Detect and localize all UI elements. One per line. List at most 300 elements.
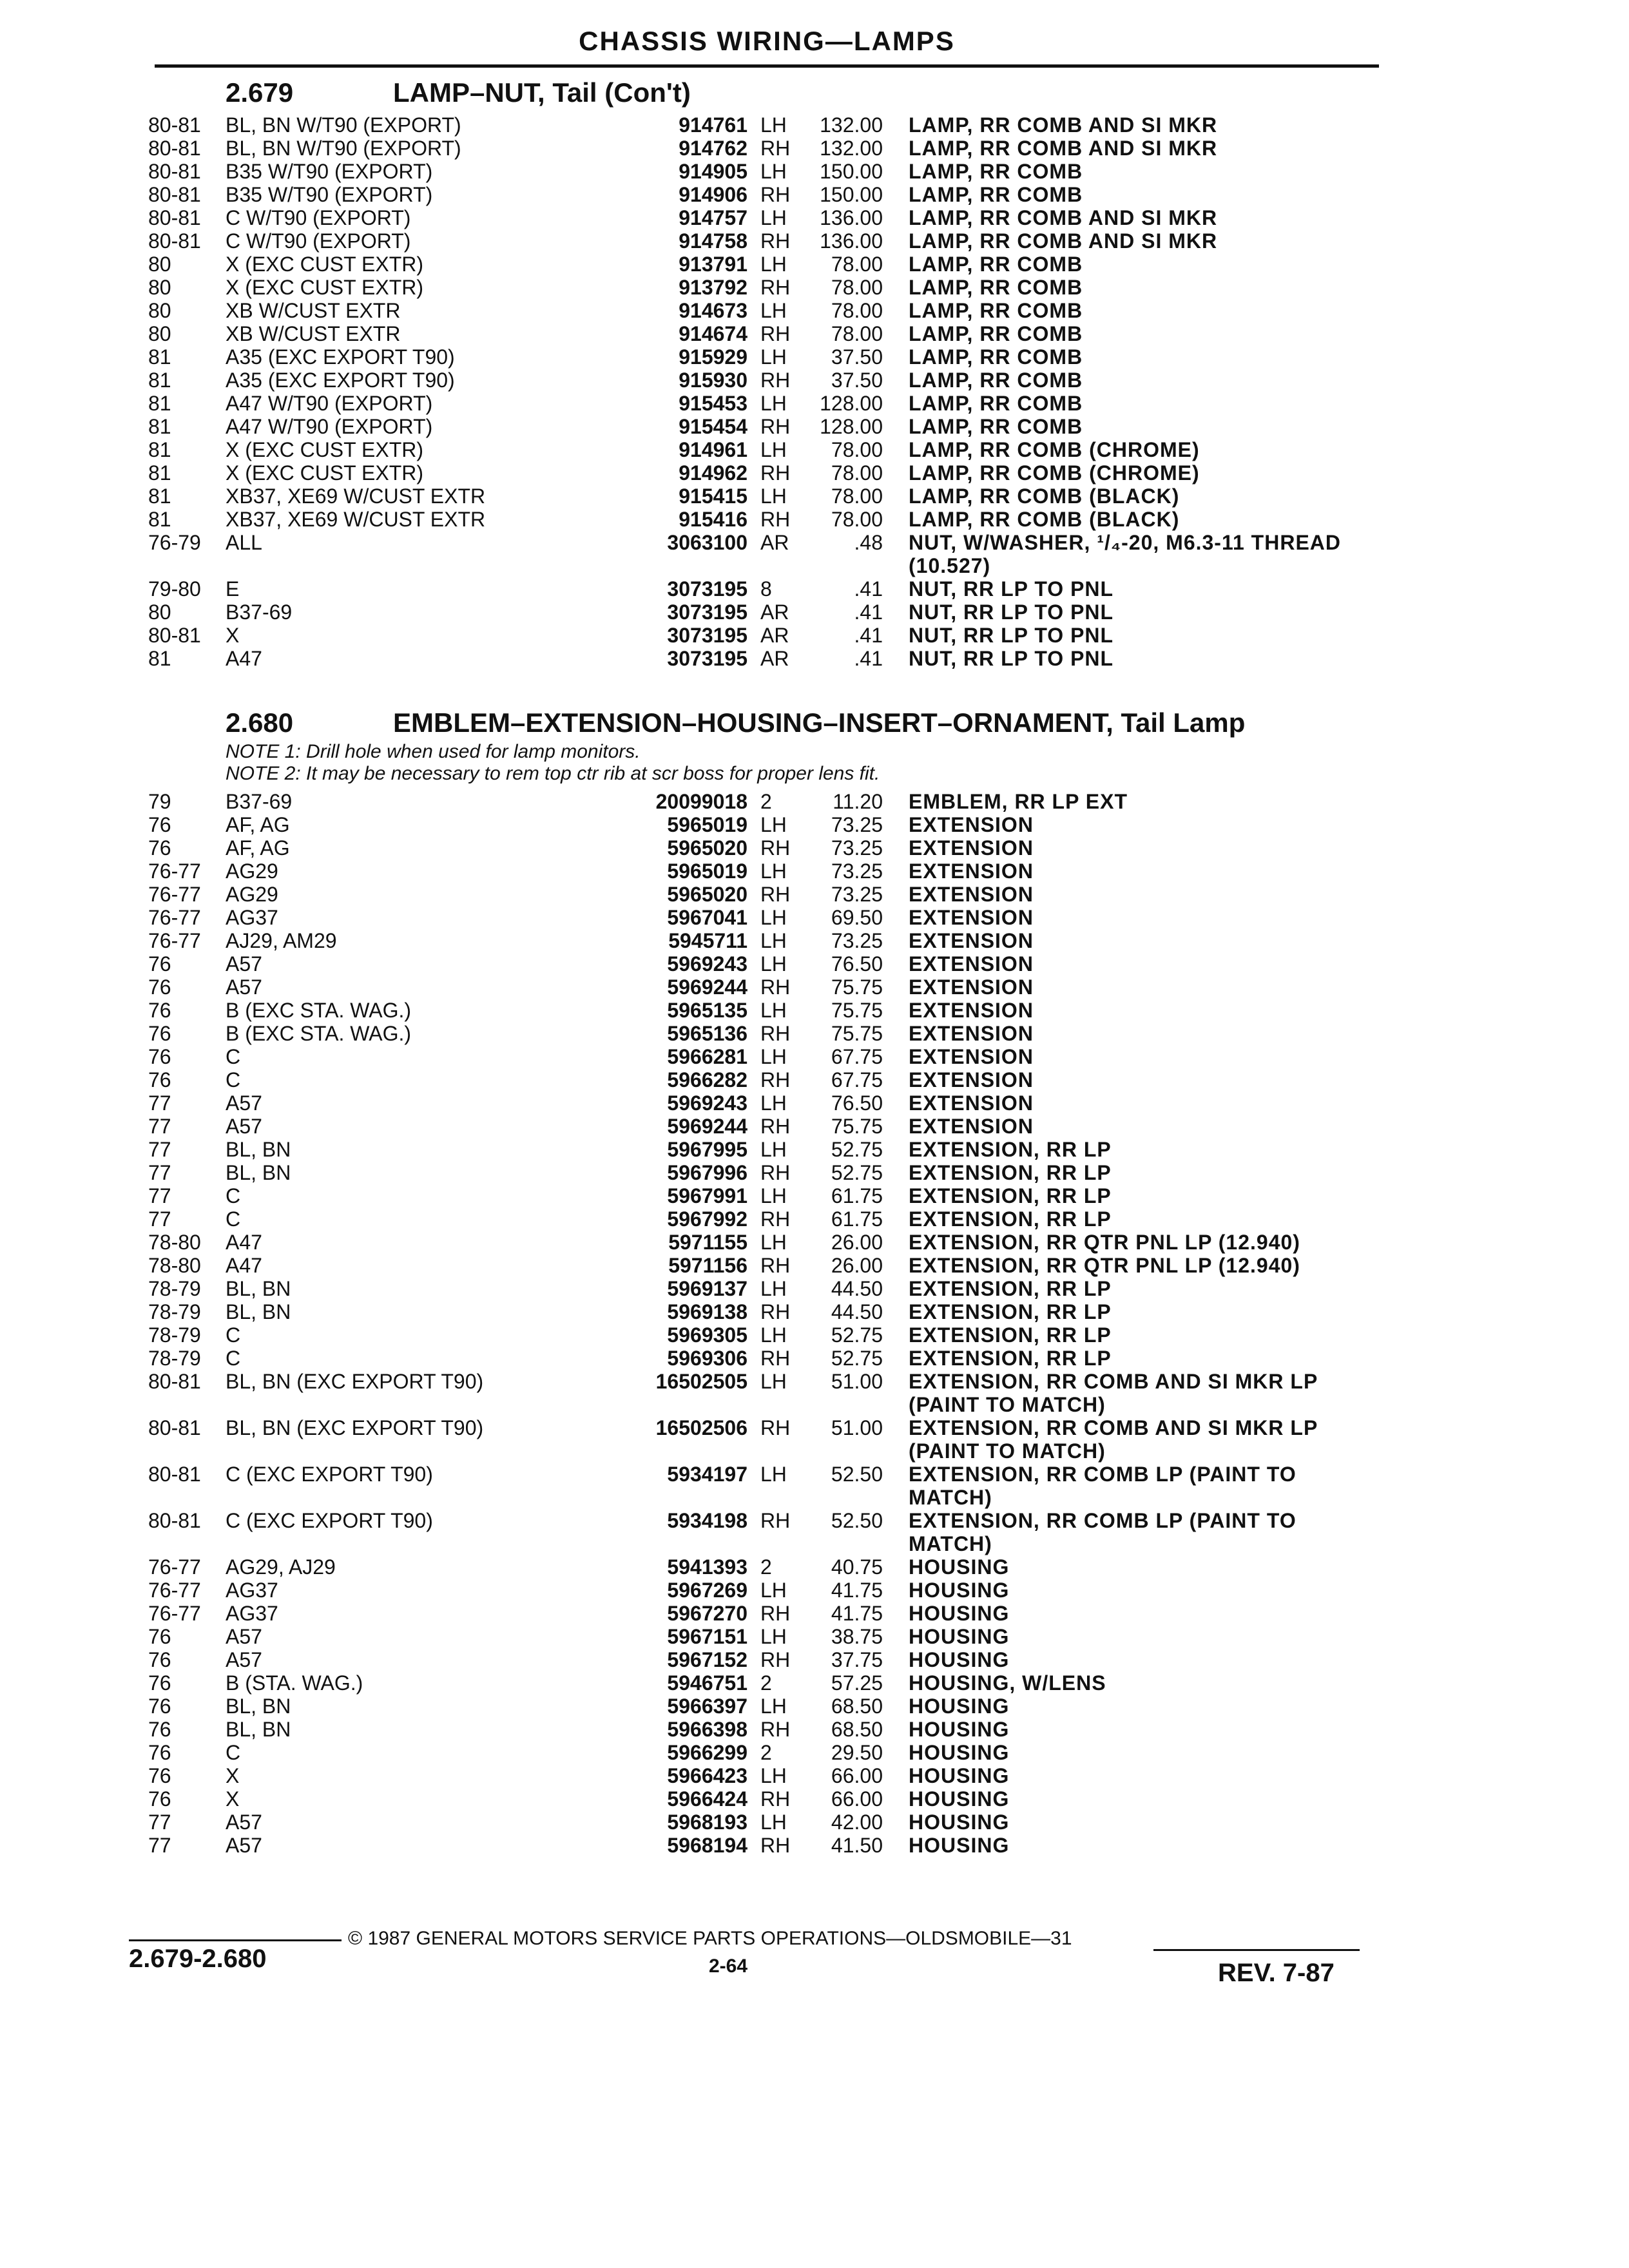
part-number: 914758 bbox=[679, 229, 747, 253]
part-number: 5966299 bbox=[667, 1741, 747, 1764]
price: 128.00 bbox=[820, 415, 883, 438]
part-name-text: EXTENSION bbox=[909, 860, 1039, 883]
price: 66.00 bbox=[831, 1787, 883, 1811]
price: 61.75 bbox=[831, 1184, 883, 1207]
model-description-text: C W/T90 (EXPORT) bbox=[226, 229, 416, 253]
quantity: RH bbox=[760, 276, 791, 299]
part-name-text: LAMP, RR COMB (CHROME) bbox=[909, 461, 1205, 485]
part-name bbox=[909, 929, 1379, 952]
table-row bbox=[0, 206, 1629, 229]
model-description-text: BL, BN bbox=[226, 1695, 296, 1718]
part-name-text: EXTENSION, RR QTR PNL LP (12.940) bbox=[909, 1231, 1306, 1254]
quantity: LH bbox=[760, 1138, 787, 1161]
table-row bbox=[0, 1068, 1629, 1091]
part-number: 5966281 bbox=[667, 1045, 747, 1068]
price: .48 bbox=[854, 531, 883, 554]
model-description-text: C bbox=[226, 1741, 246, 1764]
part-name-text: HOUSING bbox=[909, 1764, 1014, 1787]
table-row bbox=[0, 137, 1629, 160]
model-year: 81 bbox=[148, 438, 171, 461]
price: 52.75 bbox=[831, 1323, 883, 1347]
part-name bbox=[909, 1022, 1379, 1045]
part-name-text: EXTENSION bbox=[909, 813, 1039, 836]
model-year: 76 bbox=[148, 1787, 171, 1811]
part-number: 5971156 bbox=[668, 1254, 747, 1277]
part-name bbox=[909, 508, 1379, 531]
part-number: 914674 bbox=[679, 322, 747, 345]
model-year: 77 bbox=[148, 1138, 171, 1161]
part-name bbox=[909, 461, 1379, 485]
model-year: 76-77 bbox=[148, 1602, 201, 1625]
part-name-text: NUT, RR LP TO PNL bbox=[909, 601, 1119, 624]
quantity: LH bbox=[760, 952, 787, 975]
model-description bbox=[226, 1138, 574, 1161]
part-name bbox=[909, 229, 1379, 253]
price: 26.00 bbox=[831, 1231, 883, 1254]
part-number: 5941393 bbox=[667, 1555, 747, 1579]
price: 40.75 bbox=[831, 1555, 883, 1579]
part-name-text: HOUSING, W/LENS bbox=[909, 1671, 1112, 1695]
price: 37.75 bbox=[831, 1648, 883, 1671]
table-row bbox=[0, 1370, 1629, 1416]
part-number: 5967996 bbox=[667, 1161, 747, 1184]
price: 51.00 bbox=[831, 1416, 883, 1439]
model-description-text: B (STA. WAG.) bbox=[226, 1671, 368, 1695]
part-name-text: LAMP, RR COMB bbox=[909, 392, 1088, 415]
price: .41 bbox=[854, 577, 883, 601]
part-name-text: EXTENSION, RR LP bbox=[909, 1207, 1117, 1231]
part-name bbox=[909, 299, 1379, 322]
section-number: 2.680 bbox=[226, 707, 294, 738]
part-name bbox=[909, 883, 1379, 906]
model-year: 76-77 bbox=[148, 906, 201, 929]
part-number: 5946751 bbox=[667, 1671, 747, 1695]
model-year: 81 bbox=[148, 508, 171, 531]
model-description bbox=[226, 369, 574, 392]
model-description-text: BL, BN bbox=[226, 1300, 296, 1323]
model-description bbox=[226, 813, 574, 836]
part-name-text: HOUSING bbox=[909, 1625, 1014, 1648]
part-number: 3073195 bbox=[667, 577, 747, 601]
part-name-text: EXTENSION bbox=[909, 1115, 1039, 1138]
table-row bbox=[0, 1115, 1629, 1138]
part-name bbox=[909, 345, 1379, 369]
section-heading bbox=[226, 707, 1245, 738]
part-number: 5967151 bbox=[667, 1625, 747, 1648]
part-number: 5969243 bbox=[667, 1091, 747, 1115]
model-year: 81 bbox=[148, 485, 171, 508]
part-name bbox=[909, 601, 1379, 624]
part-name-text: LAMP, RR COMB (BLACK) bbox=[909, 508, 1184, 531]
model-description-text: AJ29, AM29 bbox=[226, 929, 342, 952]
part-name bbox=[909, 975, 1379, 999]
part-name-text: LAMP, RR COMB (CHROME) bbox=[909, 438, 1205, 461]
table-row bbox=[0, 392, 1629, 415]
part-number: 914762 bbox=[679, 137, 747, 160]
part-name bbox=[909, 322, 1379, 345]
part-name bbox=[909, 392, 1379, 415]
part-number: 5966424 bbox=[667, 1787, 747, 1811]
model-year: 79 bbox=[148, 790, 171, 813]
part-number: 5965136 bbox=[667, 1022, 747, 1045]
model-description bbox=[226, 1625, 574, 1648]
part-number: 5967992 bbox=[667, 1207, 747, 1231]
model-description bbox=[226, 1787, 574, 1811]
part-number: 915454 bbox=[679, 415, 747, 438]
quantity: RH bbox=[760, 1300, 791, 1323]
model-description-text: AG37 bbox=[226, 1579, 284, 1602]
part-number: 914905 bbox=[679, 160, 747, 183]
part-number: 5967991 bbox=[667, 1184, 747, 1207]
table-row bbox=[0, 1231, 1629, 1254]
part-name-text: EXTENSION bbox=[909, 975, 1039, 999]
part-name-text: LAMP, RR COMB bbox=[909, 276, 1088, 299]
footer-section-range: 2.679-2.680 bbox=[129, 1945, 267, 1973]
table-row bbox=[0, 369, 1629, 392]
model-description-text: B37-69 bbox=[226, 790, 297, 813]
price: 75.75 bbox=[831, 1022, 883, 1045]
part-number: 913791 bbox=[679, 253, 747, 276]
model-description bbox=[226, 1254, 574, 1277]
quantity: LH bbox=[760, 1695, 787, 1718]
model-description bbox=[226, 1555, 574, 1579]
part-name bbox=[909, 1347, 1379, 1370]
part-name-text: EXTENSION bbox=[909, 1068, 1039, 1091]
quantity: 2 bbox=[760, 1555, 772, 1579]
model-description bbox=[226, 160, 574, 183]
footer-page-number: 2-64 bbox=[709, 1956, 748, 1977]
model-description bbox=[226, 276, 574, 299]
quantity: AR bbox=[760, 531, 789, 554]
part-number: 5968194 bbox=[667, 1834, 747, 1857]
price: 68.50 bbox=[831, 1695, 883, 1718]
table-row bbox=[0, 1416, 1629, 1463]
part-name-text: HOUSING bbox=[909, 1718, 1014, 1741]
model-description-text: XB W/CUST EXTR bbox=[226, 299, 405, 322]
quantity: LH bbox=[760, 1231, 787, 1254]
part-number: 16502506 bbox=[655, 1416, 747, 1439]
quantity: LH bbox=[760, 1579, 787, 1602]
model-description bbox=[226, 253, 574, 276]
part-name-text: EXTENSION bbox=[909, 836, 1039, 860]
model-year: 76 bbox=[148, 1648, 171, 1671]
table-row bbox=[0, 952, 1629, 975]
part-name bbox=[909, 1579, 1379, 1602]
part-name-text: EXTENSION bbox=[909, 1045, 1039, 1068]
quantity: RH bbox=[760, 415, 791, 438]
part-name-text: LAMP, RR COMB bbox=[909, 415, 1088, 438]
part-number: 5968193 bbox=[667, 1811, 747, 1834]
price: 26.00 bbox=[831, 1254, 883, 1277]
price: 75.75 bbox=[831, 975, 883, 999]
part-name bbox=[909, 485, 1379, 508]
part-number: 16502505 bbox=[655, 1370, 747, 1393]
part-name-text: NUT, RR LP TO PNL bbox=[909, 624, 1119, 647]
table-row bbox=[0, 1579, 1629, 1602]
price: 136.00 bbox=[820, 229, 883, 253]
model-year: 78-79 bbox=[148, 1300, 201, 1323]
table-row bbox=[0, 1671, 1629, 1695]
price: 75.75 bbox=[831, 1115, 883, 1138]
model-description bbox=[226, 1115, 574, 1138]
part-number: 915453 bbox=[679, 392, 747, 415]
quantity: RH bbox=[760, 1115, 791, 1138]
part-name bbox=[909, 438, 1379, 461]
quantity: LH bbox=[760, 160, 787, 183]
part-name bbox=[909, 1091, 1379, 1115]
table-row bbox=[0, 1463, 1629, 1509]
model-year: 81 bbox=[148, 647, 171, 670]
model-description-text: C bbox=[226, 1207, 246, 1231]
model-year: 77 bbox=[148, 1115, 171, 1138]
quantity: RH bbox=[760, 1068, 791, 1091]
table-row bbox=[0, 253, 1629, 276]
footer-copyright: © 1987 GENERAL MOTORS SERVICE PARTS OPERATIONS—OLDSMOBILE—31 bbox=[348, 1928, 1072, 1949]
part-name bbox=[909, 1184, 1379, 1207]
model-description bbox=[226, 1370, 574, 1393]
part-name-text: EXTENSION, RR LP bbox=[909, 1300, 1117, 1323]
model-year: 76 bbox=[148, 1022, 171, 1045]
table-row bbox=[0, 1602, 1629, 1625]
price: 76.50 bbox=[831, 1091, 883, 1115]
model-description-text: BL, BN (EXC EXPORT T90) bbox=[226, 1416, 488, 1439]
part-name bbox=[909, 813, 1379, 836]
part-name-text: EXTENSION bbox=[909, 952, 1039, 975]
model-year: 81 bbox=[148, 461, 171, 485]
part-number: 3063100 bbox=[667, 531, 747, 554]
part-name-text: EXTENSION, RR LP bbox=[909, 1161, 1117, 1184]
model-description-text: A47 W/T90 (EXPORT) bbox=[226, 392, 438, 415]
part-name bbox=[909, 1602, 1379, 1625]
model-description bbox=[226, 1231, 574, 1254]
price: 78.00 bbox=[831, 322, 883, 345]
price: 51.00 bbox=[831, 1370, 883, 1393]
model-year: 78-80 bbox=[148, 1254, 201, 1277]
model-year: 80 bbox=[148, 253, 171, 276]
part-name bbox=[909, 624, 1379, 647]
price: 132.00 bbox=[820, 113, 883, 137]
part-name bbox=[909, 1463, 1379, 1509]
quantity: LH bbox=[760, 345, 787, 369]
quantity: LH bbox=[760, 1811, 787, 1834]
part-number: 915416 bbox=[679, 508, 747, 531]
price: 69.50 bbox=[831, 906, 883, 929]
model-description bbox=[226, 1509, 574, 1532]
model-description bbox=[226, 322, 574, 345]
part-name bbox=[909, 1764, 1379, 1787]
model-year: 80-81 bbox=[148, 113, 201, 137]
model-description bbox=[226, 952, 574, 975]
part-name-text: EXTENSION, RR COMB AND SI MKR LP (PAINT TO MATCH) bbox=[909, 1416, 1318, 1463]
table-row bbox=[0, 1834, 1629, 1857]
model-description-text: A57 bbox=[226, 975, 267, 999]
part-name-text: LAMP, RR COMB bbox=[909, 322, 1088, 345]
model-description-text: BL, BN bbox=[226, 1277, 296, 1300]
model-description bbox=[226, 999, 574, 1022]
quantity: RH bbox=[760, 883, 791, 906]
table-row bbox=[0, 461, 1629, 485]
model-description bbox=[226, 229, 574, 253]
model-description-text: XB37, XE69 W/CUST EXTR bbox=[226, 508, 490, 531]
quantity: RH bbox=[760, 461, 791, 485]
model-description bbox=[226, 1648, 574, 1671]
model-year: 76 bbox=[148, 1695, 171, 1718]
model-year: 76-77 bbox=[148, 929, 201, 952]
model-year: 76-77 bbox=[148, 1555, 201, 1579]
model-year: 78-79 bbox=[148, 1323, 201, 1347]
model-description-text: AG29 bbox=[226, 860, 284, 883]
part-name-text: EXTENSION, RR COMB AND SI MKR LP (PAINT TO MATCH) bbox=[909, 1370, 1318, 1416]
model-year: 76 bbox=[148, 1764, 171, 1787]
part-number: 5966397 bbox=[667, 1695, 747, 1718]
model-description-text: AG29 bbox=[226, 883, 284, 906]
quantity: LH bbox=[760, 1184, 787, 1207]
price: 136.00 bbox=[820, 206, 883, 229]
model-year: 81 bbox=[148, 415, 171, 438]
part-name bbox=[909, 1555, 1379, 1579]
quantity: RH bbox=[760, 369, 791, 392]
model-year: 76-77 bbox=[148, 1579, 201, 1602]
model-description bbox=[226, 1695, 574, 1718]
part-name bbox=[909, 415, 1379, 438]
model-description-text: A57 bbox=[226, 952, 267, 975]
quantity: AR bbox=[760, 601, 789, 624]
model-description-text: A57 bbox=[226, 1091, 267, 1115]
model-year: 80-81 bbox=[148, 229, 201, 253]
model-year: 80-81 bbox=[148, 1509, 201, 1532]
part-number: 915929 bbox=[679, 345, 747, 369]
model-description bbox=[226, 461, 574, 485]
quantity: RH bbox=[760, 229, 791, 253]
table-row bbox=[0, 345, 1629, 369]
part-name-text: EXTENSION bbox=[909, 906, 1039, 929]
part-name-text: HOUSING bbox=[909, 1648, 1014, 1671]
part-name bbox=[909, 1811, 1379, 1834]
model-description-text: C (EXC EXPORT T90) bbox=[226, 1463, 438, 1486]
part-name-text: EXTENSION, RR LP bbox=[909, 1323, 1117, 1347]
model-description-text: B35 W/T90 (EXPORT) bbox=[226, 160, 438, 183]
quantity: LH bbox=[760, 813, 787, 836]
table-row bbox=[0, 860, 1629, 883]
model-year: 77 bbox=[148, 1834, 171, 1857]
model-description bbox=[226, 883, 574, 906]
table-row bbox=[0, 906, 1629, 929]
part-name-text: EXTENSION bbox=[909, 1091, 1039, 1115]
quantity: LH bbox=[760, 860, 787, 883]
price: 52.50 bbox=[831, 1463, 883, 1486]
part-number: 20099018 bbox=[655, 790, 747, 813]
model-description-text: XB W/CUST EXTR bbox=[226, 322, 405, 345]
part-name bbox=[909, 836, 1379, 860]
quantity: LH bbox=[760, 392, 787, 415]
model-description-text: AG29, AJ29 bbox=[226, 1555, 341, 1579]
part-name-text: LAMP, RR COMB (BLACK) bbox=[909, 485, 1184, 508]
quantity: RH bbox=[760, 183, 791, 206]
quantity: 2 bbox=[760, 1671, 772, 1695]
model-year: 76 bbox=[148, 1741, 171, 1764]
price: 41.75 bbox=[831, 1602, 883, 1625]
model-description-text: C bbox=[226, 1323, 246, 1347]
model-description bbox=[226, 601, 574, 624]
model-description-text: C bbox=[226, 1347, 246, 1370]
model-description bbox=[226, 1091, 574, 1115]
model-description-text: A35 (EXC EXPORT T90) bbox=[226, 369, 460, 392]
page-title: CHASSIS WIRING—LAMPS bbox=[579, 26, 955, 56]
table-row bbox=[0, 1509, 1629, 1555]
part-number: 915415 bbox=[679, 485, 747, 508]
model-year: 77 bbox=[148, 1811, 171, 1834]
section-title: EMBLEM–EXTENSION–HOUSING–INSERT–ORNAMENT, Tail Lamp bbox=[393, 707, 1246, 738]
quantity: 2 bbox=[760, 1741, 772, 1764]
section-heading bbox=[226, 77, 691, 108]
table-row bbox=[0, 113, 1629, 137]
part-name bbox=[909, 1625, 1379, 1648]
part-name bbox=[909, 906, 1379, 929]
table-row bbox=[0, 1811, 1629, 1834]
quantity: AR bbox=[760, 624, 789, 647]
model-description-text: A47 bbox=[226, 1231, 267, 1254]
model-description bbox=[226, 1184, 574, 1207]
quantity: RH bbox=[760, 1347, 791, 1370]
table-row bbox=[0, 1718, 1629, 1741]
price: 29.50 bbox=[831, 1741, 883, 1764]
part-name bbox=[909, 253, 1379, 276]
quantity: 8 bbox=[760, 577, 772, 601]
part-number: 5969306 bbox=[667, 1347, 747, 1370]
table-row bbox=[0, 531, 1629, 577]
part-name bbox=[909, 1045, 1379, 1068]
model-description bbox=[226, 206, 574, 229]
model-description bbox=[226, 1811, 574, 1834]
section-note: NOTE 2: It may be necessary to rem top ctr rib at scr boss for proper lens fit. bbox=[226, 763, 880, 784]
part-name-text: EXTENSION, RR LP bbox=[909, 1277, 1117, 1300]
part-number: 5967152 bbox=[667, 1648, 747, 1671]
quantity: RH bbox=[760, 1416, 791, 1439]
model-year: 76 bbox=[148, 1625, 171, 1648]
model-description bbox=[226, 975, 574, 999]
part-name-text: HOUSING bbox=[909, 1741, 1014, 1764]
model-year: 76 bbox=[148, 1671, 171, 1695]
model-year: 78-80 bbox=[148, 1231, 201, 1254]
footer-rule-left bbox=[129, 1939, 342, 1941]
part-name-text: LAMP, RR COMB AND SI MKR bbox=[909, 113, 1222, 137]
part-name bbox=[909, 160, 1379, 183]
part-name bbox=[909, 1138, 1379, 1161]
model-description-text: A57 bbox=[226, 1834, 267, 1857]
part-name-text: LAMP, RR COMB bbox=[909, 345, 1088, 369]
part-name bbox=[909, 369, 1379, 392]
price: 41.75 bbox=[831, 1579, 883, 1602]
price: 44.50 bbox=[831, 1277, 883, 1300]
quantity: RH bbox=[760, 322, 791, 345]
model-description-text: C W/T90 (EXPORT) bbox=[226, 206, 416, 229]
model-year: 80-81 bbox=[148, 1416, 201, 1439]
part-name bbox=[909, 1115, 1379, 1138]
quantity: RH bbox=[760, 1602, 791, 1625]
part-number: 5967995 bbox=[667, 1138, 747, 1161]
section-note: NOTE 1: Drill hole when used for lamp monitors. bbox=[226, 741, 641, 762]
table-row bbox=[0, 1161, 1629, 1184]
price: 61.75 bbox=[831, 1207, 883, 1231]
model-description bbox=[226, 860, 574, 883]
price: 73.25 bbox=[831, 836, 883, 860]
model-description-text: X bbox=[226, 1787, 244, 1811]
table-row bbox=[0, 1207, 1629, 1231]
table-row bbox=[0, 1648, 1629, 1671]
part-number: 914962 bbox=[679, 461, 747, 485]
part-number: 5965019 bbox=[667, 813, 747, 836]
quantity: RH bbox=[760, 1207, 791, 1231]
